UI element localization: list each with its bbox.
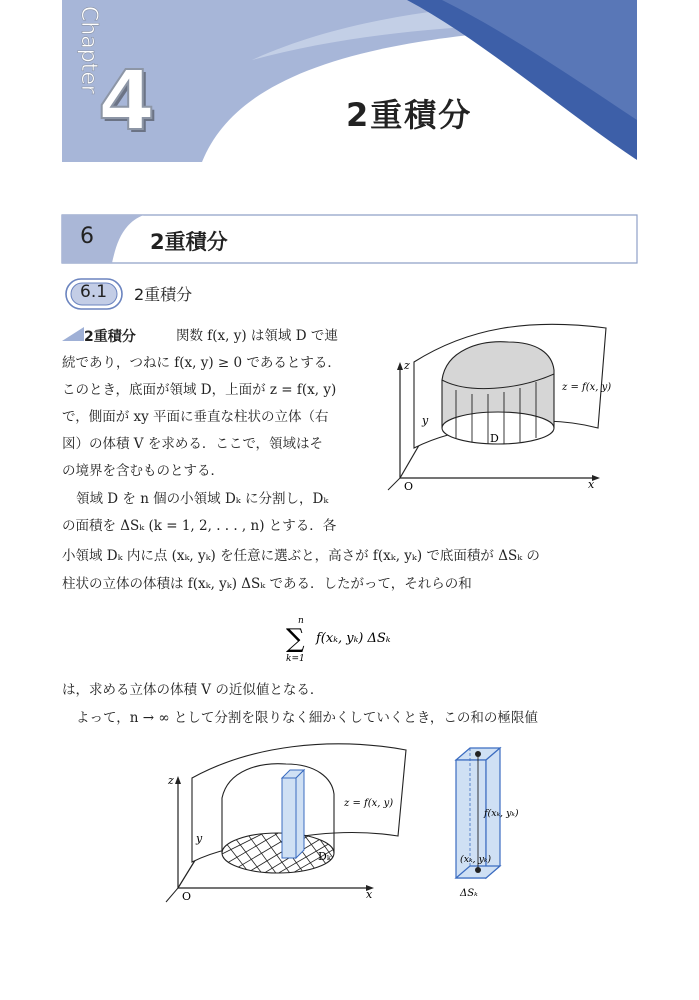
fig1-axis-y: y <box>422 414 429 427</box>
text-line: よって，n → ∞ として分割を限りなく細かくしていくとき，この和の極限値 <box>76 710 538 726</box>
text-line: は，求める立体の体積 V の近似値となる． <box>62 682 324 698</box>
figure-column <box>440 738 550 903</box>
text-line: で，側面が xy 平面に垂直な柱状の立体（右 <box>62 409 329 425</box>
sum-upper-limit: n <box>298 616 304 626</box>
figure-partition <box>160 738 430 910</box>
text-line: 続であり，つねに f(x, y) ≥ 0 であるとする． <box>62 355 341 371</box>
sum-formula <box>284 615 424 665</box>
text-line: の面積を ΔSₖ (k = 1, 2, . . . , n) とする．各 <box>62 518 337 534</box>
text-line: 領域 D を n 個の小領域 Dₖ に分割し，Dₖ <box>76 491 329 507</box>
section-number: 6 <box>80 224 94 249</box>
text-line: 小領域 Dₖ 内に点 (xₖ, yₖ) を任意に選ぶと，高さが f(xₖ, yₖ) で底面積が ΔSₖ の <box>62 548 540 564</box>
fig1-region: D <box>490 432 499 445</box>
text-line: 関数 f(x, y) は領域 D で連 <box>176 328 338 344</box>
fig2-origin: O <box>182 890 192 903</box>
fig2-axis-y: y <box>196 832 203 845</box>
fig2-axis-x: x <box>366 888 373 901</box>
fig2-axis-z: z <box>168 774 174 787</box>
subsection-number: 6.1 <box>80 282 108 302</box>
fig3-height-label: f(xₖ, yₖ) <box>484 808 519 819</box>
chapter-number: 4 <box>98 54 156 149</box>
section-bar <box>62 215 637 263</box>
text-line: の境界を含むものとする． <box>62 463 224 479</box>
chapter-word-text: Chapter <box>76 6 101 94</box>
fig1-origin: O <box>404 480 414 493</box>
chapter-word <box>60 4 101 124</box>
section-title: 2重積分 <box>150 230 228 254</box>
fig3-base-label: ΔSₖ <box>460 888 478 899</box>
fig2-surface-label: z = f(x, y) <box>344 798 394 809</box>
fig2-region: Dₖ <box>318 850 331 863</box>
fig1-surface-label: z = f(x, y) <box>562 382 612 393</box>
term-heading: 2重積分 <box>84 329 136 345</box>
sum-lower-limit: k=1 <box>286 654 305 664</box>
sum-symbol: ∑ <box>286 624 305 654</box>
term-marker <box>62 327 84 341</box>
text-line: 図）の体積 V を求める．ここで，領域はそ <box>62 436 324 452</box>
subsection-title: 2重積分 <box>134 285 193 304</box>
fig1-axis-x: x <box>588 478 595 491</box>
sum-body: f(xₖ, yₖ) ΔSₖ <box>316 631 391 646</box>
text-line: このとき，底面が領域 D，上面が z = f(x, y) <box>62 382 337 398</box>
text-line: 柱状の立体の体積は f(xₖ, yₖ) ΔSₖ である．したがって，それらの和 <box>62 576 472 592</box>
fig1-axis-z: z <box>404 359 410 372</box>
figure-solid-volume <box>378 318 638 493</box>
chapter-title: 2重積分 <box>346 96 473 134</box>
fig3-point-label: (xₖ, yₖ) <box>460 854 492 865</box>
